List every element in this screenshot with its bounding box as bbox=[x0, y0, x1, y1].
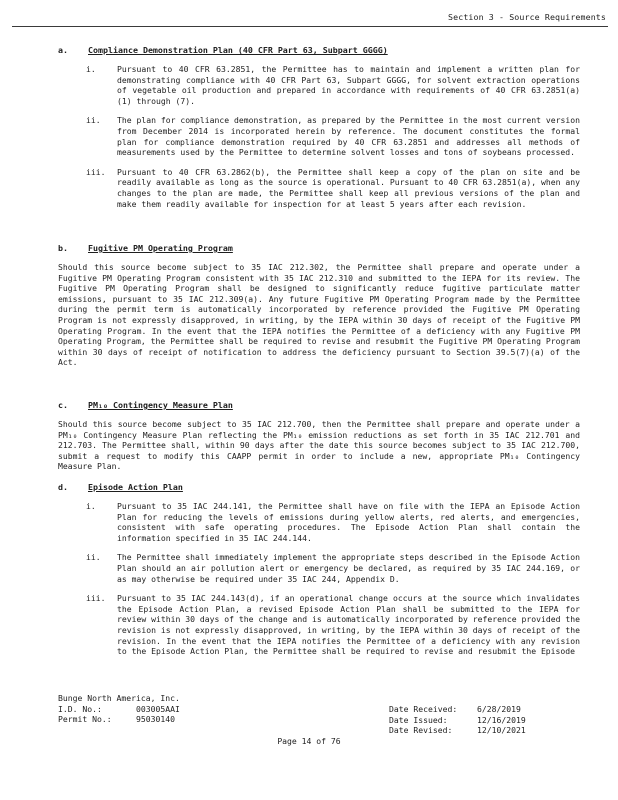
section-header: Section 3 - Source Requirements bbox=[448, 12, 606, 22]
section-letter: d. bbox=[58, 482, 68, 492]
section-letter: a. bbox=[58, 45, 68, 55]
section-title: PM₁₀ Contingency Measure Plan bbox=[88, 400, 233, 410]
received-value: 6/28/2019 bbox=[477, 704, 521, 714]
issued-value: 12/16/2019 bbox=[477, 714, 526, 725]
company-name: Bunge North America, Inc. bbox=[58, 693, 180, 703]
page-number: Page 14 of 76 bbox=[277, 736, 341, 746]
id-value: 003005AAI bbox=[136, 703, 180, 714]
section-d-heading bbox=[58, 482, 580, 492]
section-a bbox=[58, 45, 580, 209]
footer-permittee bbox=[58, 693, 180, 725]
section-b-text: Should this source become subject to 35 IAC 212.302, the Permittee shall prepare and operate under a Fugitive PM Operating Program consistent with 35 IAC 212.310 and submitted to the IEPA for its review. The Fugitive PM Operating Program shall be designed to significantly reduce fugitive particulate matter emissions, pursuant to 35 IAC 212.309(a). Any future Fugitive PM Operating Program made by the Permittee during the permit term is automatically incorporated by reference provided the Fugitive PM Operating Program is not expressly disapproved, in writing, by the IEPA within 30 days of receipt of the Fugitive PM Operating Program. In the event that the IEPA notifies the Permittee of a deficiency with any Fugitive PM Operating Program, the Permittee shall be required to revise and resubmit the Fugitive PM Operating Program within 30 days of receipt of notification to address the deficiency pursuant to Section 39.5(7)(a) of the Act. bbox=[58, 262, 580, 368]
item-text: The Permittee shall immediately implement the appropriate steps described in the Episode Action Plan should an air pollution alert or emergency be declared, as required by 35 IAC 244.169, or as may otherwise be required under 35 IAC 244, Appendix D. bbox=[117, 552, 580, 584]
permit-label: Permit No.: bbox=[58, 714, 112, 725]
section-d bbox=[58, 482, 580, 657]
item-number: ii. bbox=[86, 552, 101, 563]
list-item bbox=[58, 501, 580, 543]
issued-label: Date Issued: bbox=[389, 714, 448, 725]
permit-value: 95030140 bbox=[136, 714, 175, 725]
item-text: Pursuant to 40 CFR 63.2851, the Permittee has to maintain and implement a written plan for demonstrating compliance with 40 CFR Part 63, Subpart GGGG, for solvent extraction operations of vegetable oil production and prepared in accordance with requirements of 40 CFR 63.2851(a)(1) through (7). bbox=[117, 64, 580, 106]
item-text: Pursuant to 40 CFR 63.2862(b), the Permittee shall keep a copy of the plan on site and be readily available as long as the source is operational. Pursuant to 40 CFR 63.2851(a), when any changes to the plan are made, the Permittee shall keep all previous versions of the plan and make them readily available for inspection for at least 5 years after each revision. bbox=[117, 166, 580, 209]
item-number: ii. bbox=[86, 115, 101, 126]
item-number: i. bbox=[86, 501, 96, 511]
permit-row bbox=[58, 714, 180, 725]
item-number: i. bbox=[86, 64, 96, 74]
section-b bbox=[58, 243, 580, 368]
section-title: Compliance Demonstration Plan (40 CFR Part 63, Subpart GGGG) bbox=[88, 45, 388, 55]
section-title: Episode Action Plan bbox=[88, 482, 183, 492]
list-item bbox=[58, 167, 580, 209]
list-item bbox=[58, 593, 580, 657]
issued-row bbox=[389, 715, 526, 726]
list-item bbox=[58, 552, 580, 584]
received-label: Date Received: bbox=[389, 704, 458, 714]
header-divider bbox=[12, 26, 608, 27]
section-b-heading bbox=[58, 243, 580, 253]
section-letter: b. bbox=[58, 243, 68, 253]
id-label: I.D. No.: bbox=[58, 703, 102, 714]
revised-row bbox=[389, 725, 526, 736]
item-number: iii. bbox=[86, 593, 106, 604]
footer-dates bbox=[389, 704, 526, 736]
section-a-heading bbox=[58, 45, 580, 55]
section-title: Fugitive PM Operating Program bbox=[88, 243, 233, 253]
item-text: Pursuant to 35 IAC 244.141, the Permittee shall have on file with the IEPA an Episode Action Plan for reducing the levels of emissions during yellow alerts, red alerts, and emergencies, consistent with safe operating procedures. The Episode Action Plan shall contain the information specified in 35 IAC 244.144. bbox=[117, 501, 580, 543]
item-text: The plan for compliance demonstration, as prepared by the Permittee in the most current version from December 2014 is incorporated herein by reference. The document constitutes the formal plan for compliance demonstration required by 40 CFR 63.2851 and addresses all methods of measurements used by the Permittee to determine solvent losses and tons of soybeans processed. bbox=[117, 115, 580, 158]
received-row bbox=[389, 704, 526, 715]
list-item bbox=[58, 64, 580, 106]
section-c-text: Should this source become subject to 35 IAC 212.700, then the Permittee shall prepare and operate under a PM₁₀ Contingency Measure Plan reflecting the PM₁₀ emission reductions as set forth in 35 IAC 212.701 and 212.703. The Permittee shall, within 90 days after the date this source becomes subject to 35 IAC 212.700, submit a request to modify this CAAPP permit in order to include a new, appropriate PM₁₀ Contingency Measure Plan. bbox=[58, 419, 580, 472]
section-c-heading bbox=[58, 400, 580, 410]
revised-value: 12/10/2021 bbox=[477, 725, 526, 736]
item-number: iii. bbox=[86, 166, 106, 177]
section-c bbox=[58, 400, 580, 472]
revised-label: Date Revised: bbox=[389, 725, 453, 736]
id-row bbox=[58, 704, 180, 715]
section-letter: c. bbox=[58, 400, 68, 410]
item-text: Pursuant to 35 IAC 244.143(d), if an operational change occurs at the source which invalidates the Episode Action Plan, a revised Episode Action Plan shall be submitted to the IEPA for review within 30 days of the change and is automatically incorporated by reference provided the revision is not expressly disapproved, in writing, by the IEPA within 30 days of receipt of the revision. In the event that the IEPA notifies the Permittee of a deficiency with any revision to the Episode Action Plan, the Permittee shall be required to revise and resubmit the Episode bbox=[117, 593, 580, 657]
list-item bbox=[58, 115, 580, 157]
